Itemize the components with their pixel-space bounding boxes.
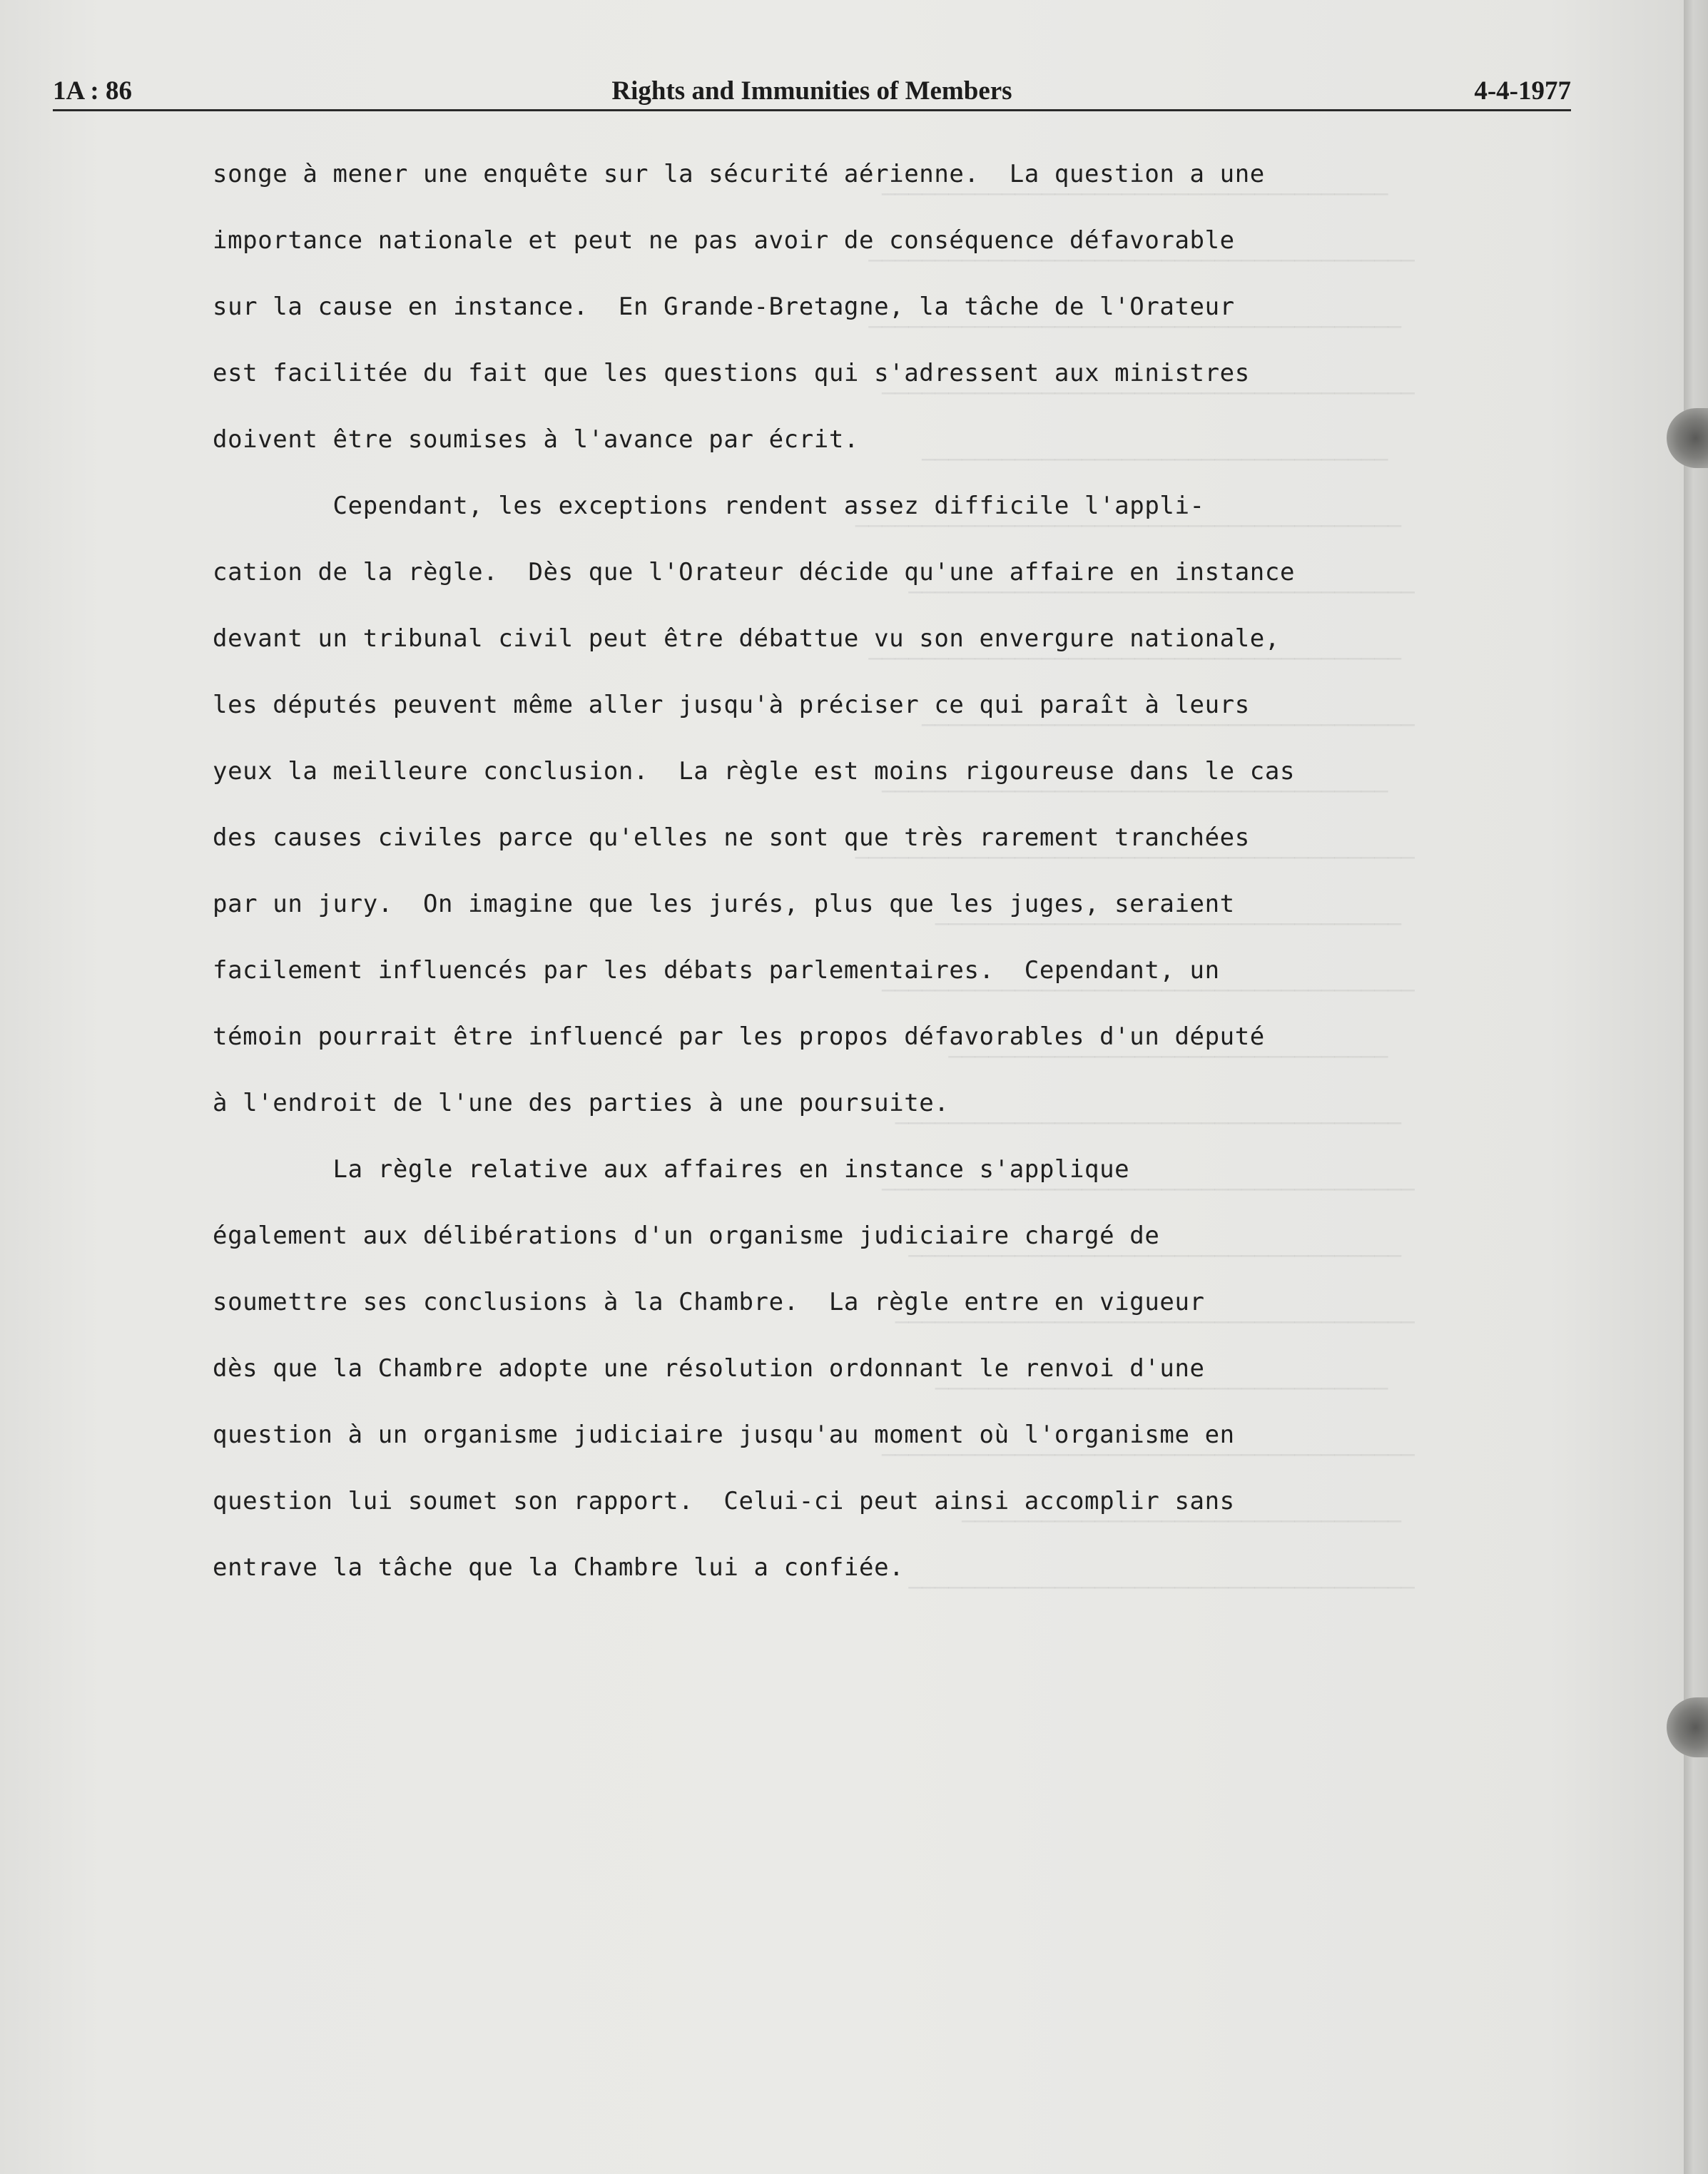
header-title: Rights and Immunities of Members <box>611 76 1012 106</box>
text-line: yeux la meilleure conclusion. La règle est moins rigoureuse dans le cas <box>213 757 1296 786</box>
text-line: importance nationale et peut ne pas avoir de conséquence défavorable <box>213 226 1235 255</box>
page-edge <box>1684 0 1708 2174</box>
text-line: dès que la Chambre adopte une résolution ordonnant le renvoi d'une <box>213 1354 1205 1383</box>
text-line: facilement influencés par les débats parlementaires. Cependant, un <box>213 956 1220 985</box>
text-line: Cependant, les exceptions rendent assez difficile l'appli- <box>213 492 1205 520</box>
text-line: doivent être soumises à l'avance par écrit. <box>213 425 859 454</box>
header-date: 4-4-1977 <box>1474 76 1571 106</box>
text-line: par un jury. On imagine que les jurés, plus que les juges, seraient <box>213 890 1235 918</box>
text-line: également aux délibérations d'un organisme judiciaire chargé de <box>213 1221 1160 1250</box>
running-header <box>53 73 1571 107</box>
text-line: question lui soumet son rapport. Celui-ci peut ainsi accomplir sans <box>213 1487 1235 1515</box>
text-line: les députés peuvent même aller jusqu'à préciser ce qui paraît à leurs <box>213 691 1250 719</box>
header-rule <box>53 109 1571 111</box>
text-line: devant un tribunal civil peut être débattue vu son envergure nationale, <box>213 624 1280 653</box>
text-line: des causes civiles parce qu'elles ne sont que très rarement tranchées <box>213 823 1250 852</box>
text-line: question à un organisme judiciaire jusqu'au moment où l'organisme en <box>213 1421 1235 1449</box>
text-line: est facilitée du fait que les questions qui s'adressent aux ministres <box>213 359 1250 387</box>
text-line: cation de la règle. Dès que l'Orateur décide qu'une affaire en instance <box>213 558 1296 586</box>
text-line: entrave la tâche que la Chambre lui a confiée. <box>213 1553 905 1582</box>
text-line: soumettre ses conclusions à la Chambre. La règle entre en vigueur <box>213 1288 1205 1316</box>
text-line: à l'endroit de l'une des parties à une poursuite. <box>213 1089 950 1117</box>
text-line: sur la cause en instance. En Grande-Bretagne, la tâche de l'Orateur <box>213 293 1235 321</box>
body-text <box>213 160 1440 1620</box>
page-number: 1A : 86 <box>53 76 132 106</box>
text-line: songe à mener une enquête sur la sécurité aérienne. La question a une <box>213 160 1265 188</box>
text-line: La règle relative aux affaires en instance s'applique <box>213 1155 1130 1184</box>
text-line: témoin pourrait être influencé par les propos défavorables d'un député <box>213 1022 1265 1051</box>
